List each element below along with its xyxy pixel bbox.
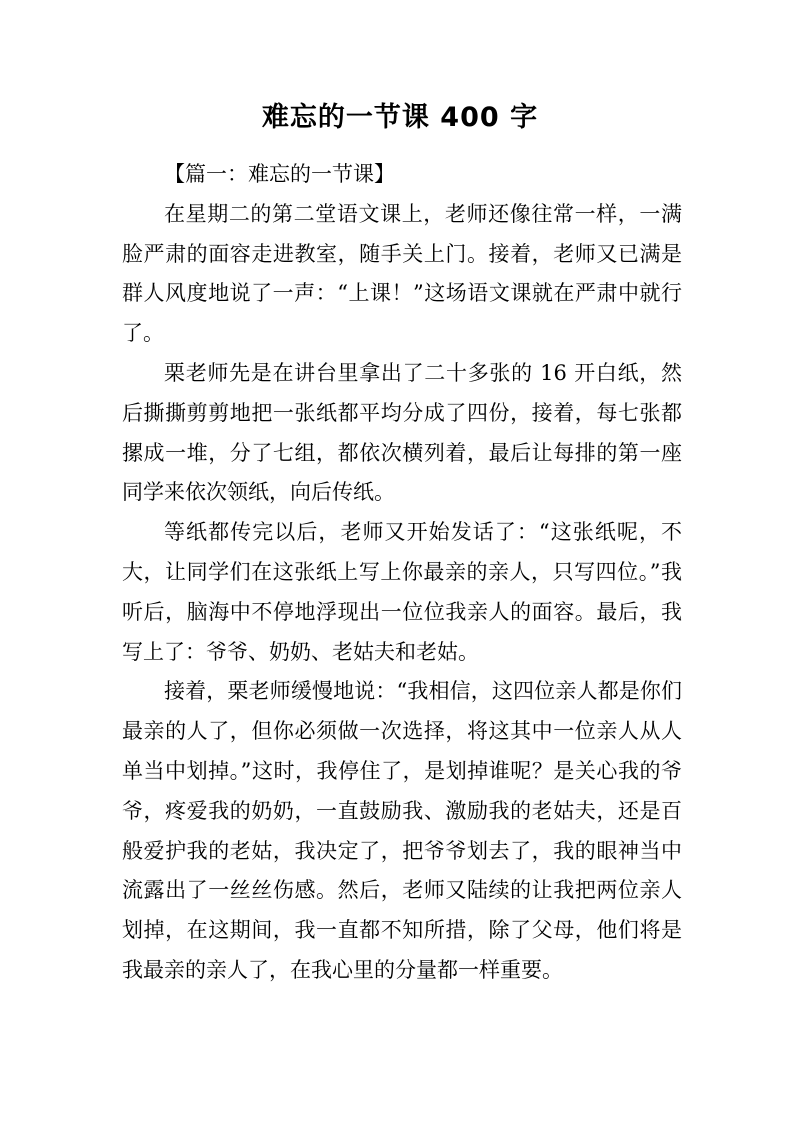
paragraph: 等纸都传完以后，老师又开始发话了：“这张纸呢，不大，让同学们在这张纸上写上你最亲的亲人，只写四位。”我听后，脑海中不停地浮现出一位位我亲人的面容。最后，我写上了：爷爷、奶奶、老姑夫和老姑。 bbox=[122, 520, 682, 664]
document-body bbox=[122, 155, 682, 991]
section-heading: 【篇一：难忘的一节课】 bbox=[164, 162, 395, 186]
paragraph: 在星期二的第二堂语文课上，老师还像往常一样，一满脸严肃的面容走进教室，随手关上门。接着，老师又已满是群人风度地说了一声：“上课！”这场语文课就在严肃中就行了。 bbox=[122, 201, 682, 346]
paragraph: 栗老师先是在讲台里拿出了二十多张的 16 开白纸，然后撕撕剪剪地把一张纸都平均分成了四份，接着，每七张都摞成一堆，分了七组，都依次横列着，最后让每排的第一座同学来依次领纸，向后传纸。 bbox=[122, 360, 682, 505]
document-title: 难忘的一节课 400 字 bbox=[261, 102, 539, 133]
paragraph: 接着，栗老师缓慢地说：“我相信，这四位亲人都是你们最亲的人了，但你必须做一次选择，将这其中一位亲人从人单当中划掉。”这时，我停住了，是划掉谁呢？是关心我的爷爷，疼爱我的奶奶，一直鼓励我、激励我的老姑夫，还是百般爱护我的老姑，我决定了，把爷爷划去了，我的眼神当中流露出了一丝丝伤感。然后，老师又陆续的让我把两位亲人划掉，在这期间，我一直都不知所措，除了父母，他们将是我最亲的亲人了，在我心里的分量都一样重要。 bbox=[122, 679, 682, 982]
